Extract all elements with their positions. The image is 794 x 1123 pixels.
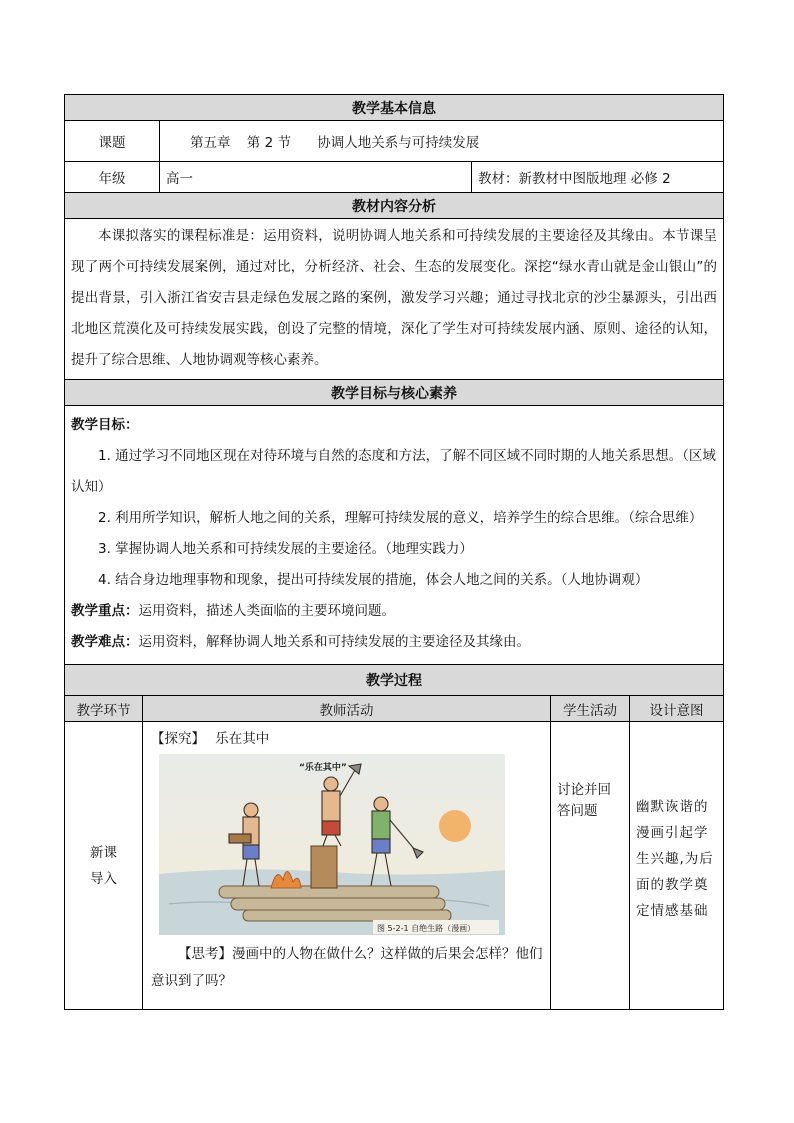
stage-line: 导入 <box>90 870 117 887</box>
difficulty-text: 运用资料，解释协调人地关系和可持续发展的主要途径及其缘由。 <box>138 634 530 650</box>
content-analysis-text: 本课拟落实的课程标准是：运用资料，说明协调人地关系和可持续发展的主要途径及其缘由。本节课呈现了两个可持续发展案例，通过对比，分析经济、社会、生态的发展变化。深挖“绿水青山就是金山银山”的提出背景，引入浙江省安吉县走绿色发展之路的案例，激发学习兴趣；通过寻找北京的沙尘暴源头，引出西北地区荒漠化及可持续发展实践，创设了完整的情境，深化了学生对可持续发展内涵、原则、途径的认知，提升了综合思维、人地协调观等核心素养。 <box>65 219 724 380</box>
explore-tag: 【探究】 <box>151 731 205 747</box>
explore-heading <box>151 728 544 750</box>
section-process: 教学过程 <box>65 665 724 696</box>
goal-item: 2. 利用所学知识，解析人地之间的关系，理解可持续发展的意义，培养学生的综合思维。（综合思维） <box>98 510 703 526</box>
cartoon-caption: 图 5-2-1 自绝生路（漫画） <box>377 924 476 933</box>
goal-item: 1. 通过学习不同地区现在对待环境与自然的态度和方法，了解不同区域不同时期的人地关系思想。（区域认知） <box>71 448 716 495</box>
key-label: 教学重点： <box>71 603 139 619</box>
col-header-teacher: 教师活动 <box>143 696 551 722</box>
stage-line: 新课 <box>90 844 117 861</box>
cartoon-drawing <box>159 754 505 935</box>
design-intent-text: 幽默诙谐的漫画引起学生兴趣,为后面的教学奠定情感基础 <box>636 799 714 919</box>
col-header-intent: 设计意图 <box>630 696 724 722</box>
key-text: 运用资料，描述人类面临的主要环境问题。 <box>138 603 395 619</box>
key-point <box>71 596 717 627</box>
explore-title: 乐在其中 <box>215 731 270 747</box>
student-activity-text: 讨论并回答问题 <box>557 782 611 819</box>
section-basic-info: 教学基本信息 <box>65 95 724 121</box>
lesson-plan-table <box>64 94 724 1010</box>
goals-body <box>65 406 724 665</box>
goals-label: 教学目标： <box>71 417 139 433</box>
section-content-analysis: 教材内容分析 <box>65 193 724 219</box>
difficulty-point <box>71 627 717 658</box>
grade-label: 年级 <box>65 162 160 193</box>
student-activity-cell <box>551 722 630 1010</box>
teacher-activity-cell <box>143 722 551 1010</box>
topic-name: 协调人地关系与可持续发展 <box>317 135 480 151</box>
difficulty-label: 教学难点： <box>71 634 139 650</box>
section-goals: 教学目标与核心素养 <box>65 380 724 406</box>
topic-section: 第 2 节 <box>246 135 291 151</box>
lesson-plan-page <box>64 94 723 1010</box>
topic-label: 课题 <box>65 121 160 162</box>
textbook-value: 教材：新教材中图版地理 必修 2 <box>472 162 724 193</box>
think-text: 漫画中的人物在做什么？这样做的后果会怎样？他们意识到了吗？ <box>151 946 543 989</box>
goal-item: 3. 掌握协调人地关系和可持续发展的主要途径。（地理实践力） <box>98 541 473 557</box>
cartoon-image <box>159 754 505 935</box>
grade-value: 高一 <box>160 162 472 193</box>
topic-value <box>160 121 724 162</box>
col-header-student: 学生活动 <box>551 696 630 722</box>
think-question <box>151 941 544 995</box>
sun-shape <box>439 810 471 842</box>
design-intent-cell <box>630 722 724 1010</box>
col-header-stage: 教学环节 <box>65 696 143 722</box>
stage-cell <box>65 722 143 1010</box>
topic-chapter: 第五章 <box>190 135 231 151</box>
think-tag: 【思考】 <box>178 946 232 962</box>
cartoon-title: “乐在其中” <box>299 763 347 773</box>
goal-item: 4. 结合身边地理事物和现象，提出可持续发展的措施，体会人地之间的关系。（人地协调观） <box>98 572 649 588</box>
